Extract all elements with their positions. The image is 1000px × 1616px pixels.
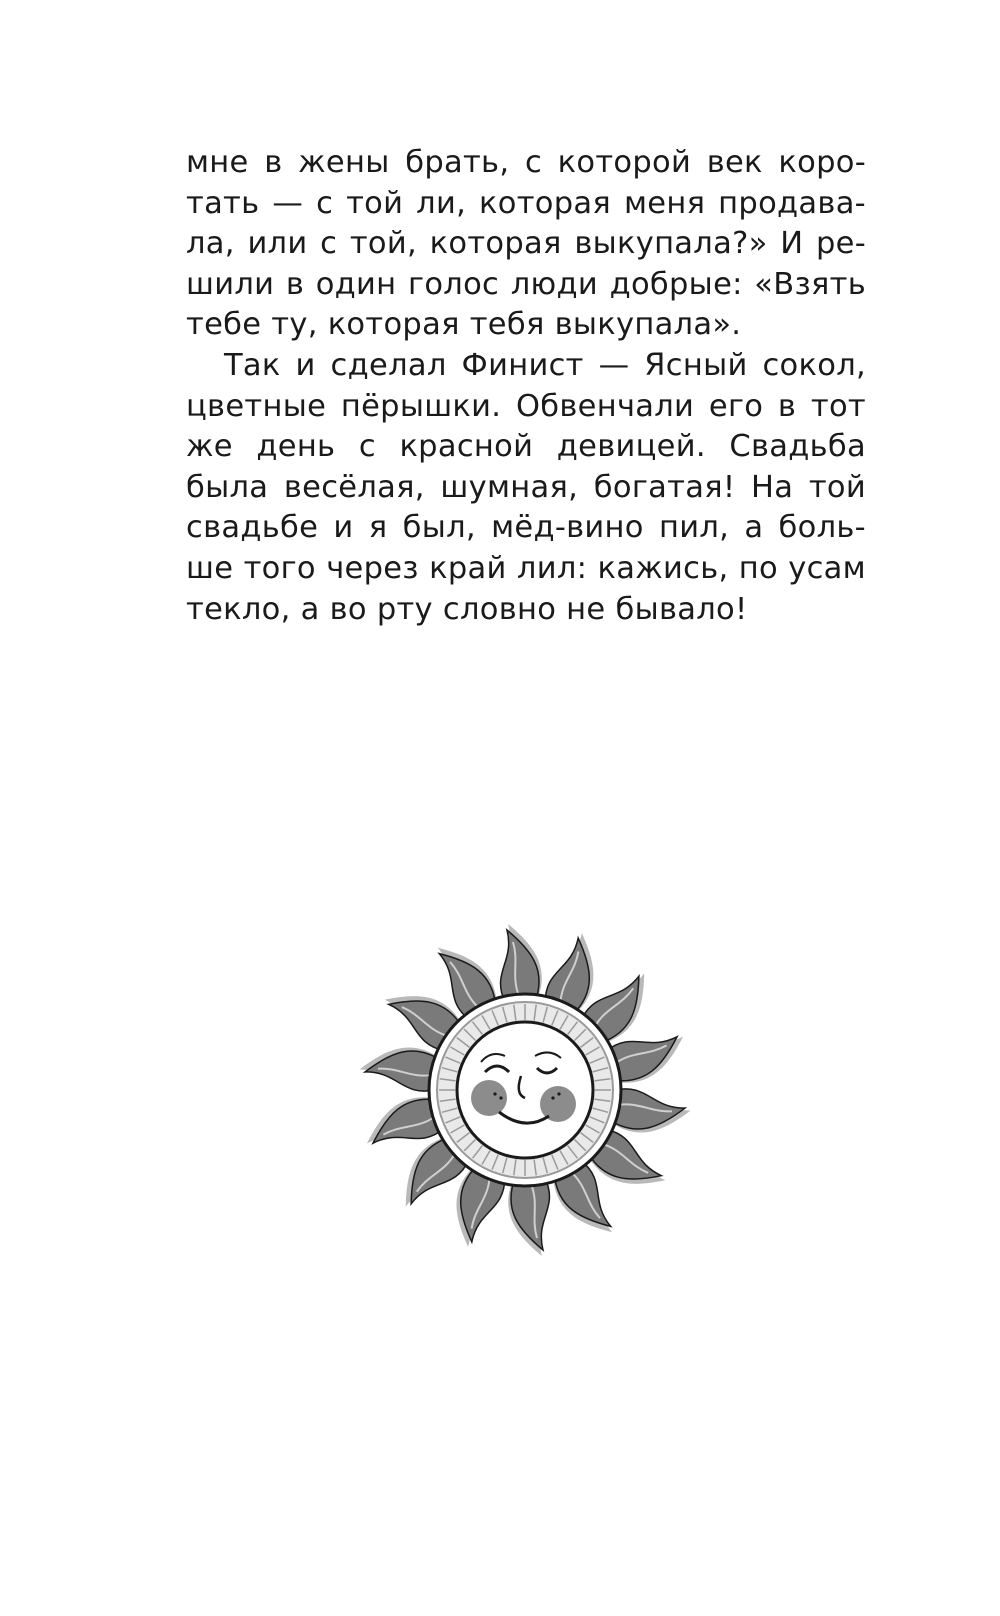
freckle <box>493 1092 496 1095</box>
paragraph-1 <box>186 143 866 346</box>
text-line: тебе ту, которая тебя выкупала». <box>186 307 742 343</box>
story-text <box>186 143 866 630</box>
text-line: мне в жены брать, с которой век коро- <box>186 145 866 180</box>
text-line: была весёлая, шумная, богатая! На той <box>186 469 866 505</box>
sun-ray <box>501 924 542 1002</box>
freckle <box>551 1096 554 1099</box>
text-line: шили в один голос люди добрые: «Взять <box>186 266 866 302</box>
text-line: текло, а во рту словно не бывало! <box>186 591 748 627</box>
text-line: тать — с той ли, которая меня продава- <box>186 185 866 221</box>
sun-illustration <box>355 920 695 1260</box>
text-line: ла, или с той, которая выкупала?» И ре- <box>186 226 866 262</box>
text-line: свадьбе и я был, мёд-вино пил, а боль- <box>186 510 866 546</box>
text-line: цветные пёрышки. Обвенчали его в тот <box>186 388 866 424</box>
text-line: Так и сделал Финист — Ясный сокол, <box>224 347 866 383</box>
text-line: ше того через край лил: кажись, по усам <box>186 550 866 586</box>
sun-ray <box>508 1178 549 1256</box>
freckle <box>499 1096 502 1099</box>
paragraph-2 <box>186 346 866 630</box>
freckle <box>557 1092 560 1095</box>
text-line: же день с красной девицей. Свадьба <box>186 429 866 465</box>
sun-face-icon <box>355 920 695 1260</box>
